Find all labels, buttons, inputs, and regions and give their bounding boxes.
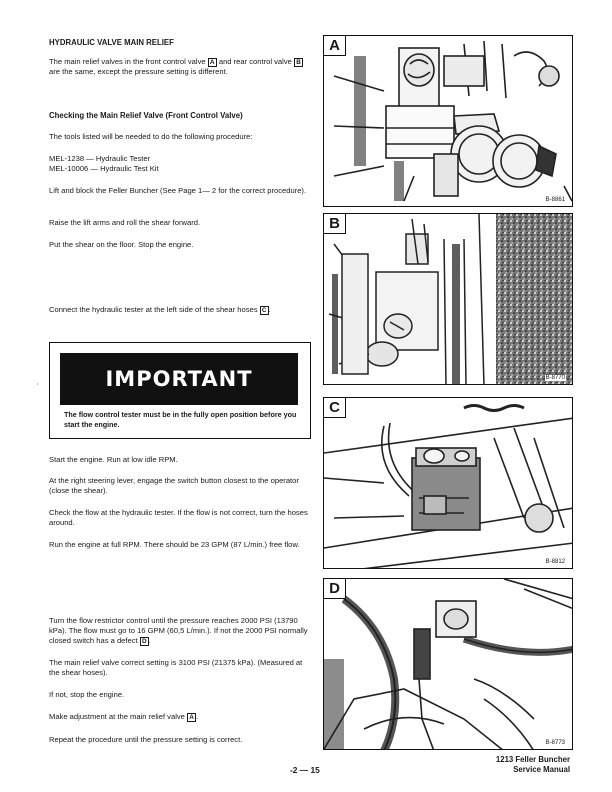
subhead-block bbox=[49, 111, 311, 121]
figure-c bbox=[323, 397, 573, 569]
step-raise-block bbox=[49, 218, 311, 228]
callout-box-a: A bbox=[208, 58, 217, 67]
figure-d-letter: D bbox=[324, 579, 346, 599]
step-turn-block: Turn the flow restrictor control until the pressure reaches 2000 PSI (13790 kPa). The flow must go to 16 GPM (60,5 L/min.). If not the 2000 PSI normally closed switch has a defect D . bbox=[49, 616, 308, 646]
callout-box-d: D bbox=[140, 637, 149, 646]
callout-box-c: C bbox=[260, 306, 269, 315]
step-switch: At the right steering lever, engage the switch button closest to the operator (close the shear). bbox=[49, 476, 299, 496]
important-title: IMPORTANT bbox=[105, 367, 253, 391]
step-floor: Put the shear on the floor. Stop the engine. bbox=[49, 240, 194, 249]
intro-text-a: The main relief valves in the front control valve bbox=[49, 57, 206, 66]
important-banner bbox=[60, 353, 298, 405]
step-repeat: Repeat the procedure until the pressure setting is correct. bbox=[49, 735, 243, 744]
important-text: The flow control tester must be in the fully open position before you start the engine. bbox=[64, 410, 297, 429]
step-stop-block bbox=[49, 690, 311, 700]
figure-a-photo bbox=[324, 36, 573, 207]
figure-a-letter: A bbox=[324, 36, 346, 56]
section-title-block bbox=[49, 38, 311, 48]
intro-text-b: and rear control valve bbox=[218, 57, 292, 66]
figure-d-photo bbox=[324, 579, 573, 750]
figure-a bbox=[323, 35, 573, 207]
step-lift: Lift and block the Feller Buncher (See Page 1— 2 for the correct procedure). bbox=[49, 186, 307, 195]
figure-c-letter: C bbox=[324, 398, 346, 418]
important-notice bbox=[49, 342, 311, 439]
step-raise: Raise the lift arms and roll the shear forward. bbox=[49, 218, 201, 227]
figure-c-photo bbox=[324, 398, 573, 569]
step-check-block bbox=[49, 508, 311, 528]
step-setting: The main relief valve correct setting is 3100 PSI (21375 kPa). (Measured at the shear hoses). bbox=[49, 658, 303, 678]
margin-mark: ’ bbox=[37, 384, 39, 390]
tools-intro-block bbox=[49, 132, 311, 142]
step-full: Run the engine at full RPM. There should be 23 GPM (87 L/min.) free flow. bbox=[49, 540, 300, 549]
step-connect-block: Connect the hydraulic tester at the left side of the shear hoses C . bbox=[49, 305, 271, 314]
step-setting-block bbox=[49, 658, 311, 678]
figure-a-code: B-8861 bbox=[545, 197, 565, 203]
step-connect: Connect the hydraulic tester at the left side of the shear hoses bbox=[49, 305, 258, 314]
manual-line-2: Service Manual bbox=[513, 765, 570, 774]
step-check: Check the flow at the hydraulic tester. If the flow is not correct, turn the hoses around. bbox=[49, 508, 308, 528]
tool-item-2: MEL-10006 — Hydraulic Test Kit bbox=[49, 164, 159, 174]
step-adjust-block: Make adjustment at the main relief valve A . bbox=[49, 712, 199, 721]
figure-c-code: B-8812 bbox=[545, 559, 565, 565]
figure-b bbox=[323, 213, 573, 385]
figure-b-code: B-8770 bbox=[545, 375, 565, 381]
tools-list bbox=[49, 154, 311, 174]
subhead: Checking the Main Relief Valve (Front Control Valve) bbox=[49, 111, 243, 120]
step-lift-block bbox=[49, 186, 311, 196]
page-number: -2 — 15 bbox=[290, 765, 320, 775]
callout-box-b: B bbox=[294, 58, 303, 67]
step-floor-block bbox=[49, 240, 311, 250]
step-adjust: Make adjustment at the main relief valve bbox=[49, 712, 185, 721]
tools-intro: The tools listed will be needed to do the following procedure: bbox=[49, 132, 253, 141]
step-stop: If not, stop the engine. bbox=[49, 690, 125, 699]
callout-box-a2: A bbox=[187, 713, 196, 722]
manual-line-1: 1213 Feller Buncher bbox=[495, 755, 570, 764]
intro-text-c: are the same, except the pressure setting is different. bbox=[49, 67, 228, 77]
figure-b-letter: B bbox=[324, 214, 346, 234]
intro-paragraph bbox=[49, 57, 311, 77]
step-repeat-block bbox=[49, 735, 311, 745]
section-title: HYDRAULIC VALVE MAIN RELIEF bbox=[49, 38, 174, 47]
figure-d bbox=[323, 578, 573, 750]
step-start: Start the engine. Run at low idle RPM. bbox=[49, 455, 178, 464]
tool-item-1: MEL-1238 — Hydraulic Tester bbox=[49, 154, 151, 163]
figure-d-code: B-8773 bbox=[545, 740, 565, 746]
step-switch-block bbox=[49, 476, 311, 496]
step-full-block bbox=[49, 540, 311, 550]
figure-b-photo bbox=[324, 214, 573, 385]
manual-title bbox=[496, 755, 570, 775]
step-start-block bbox=[49, 455, 311, 465]
step-turn: Turn the flow restrictor control until the pressure reaches 2000 PSI (13790 kPa). The flow must go to 16 GPM (60,5 L/min.). If not the 2000 PSI normally closed switch has a defect bbox=[49, 616, 308, 646]
